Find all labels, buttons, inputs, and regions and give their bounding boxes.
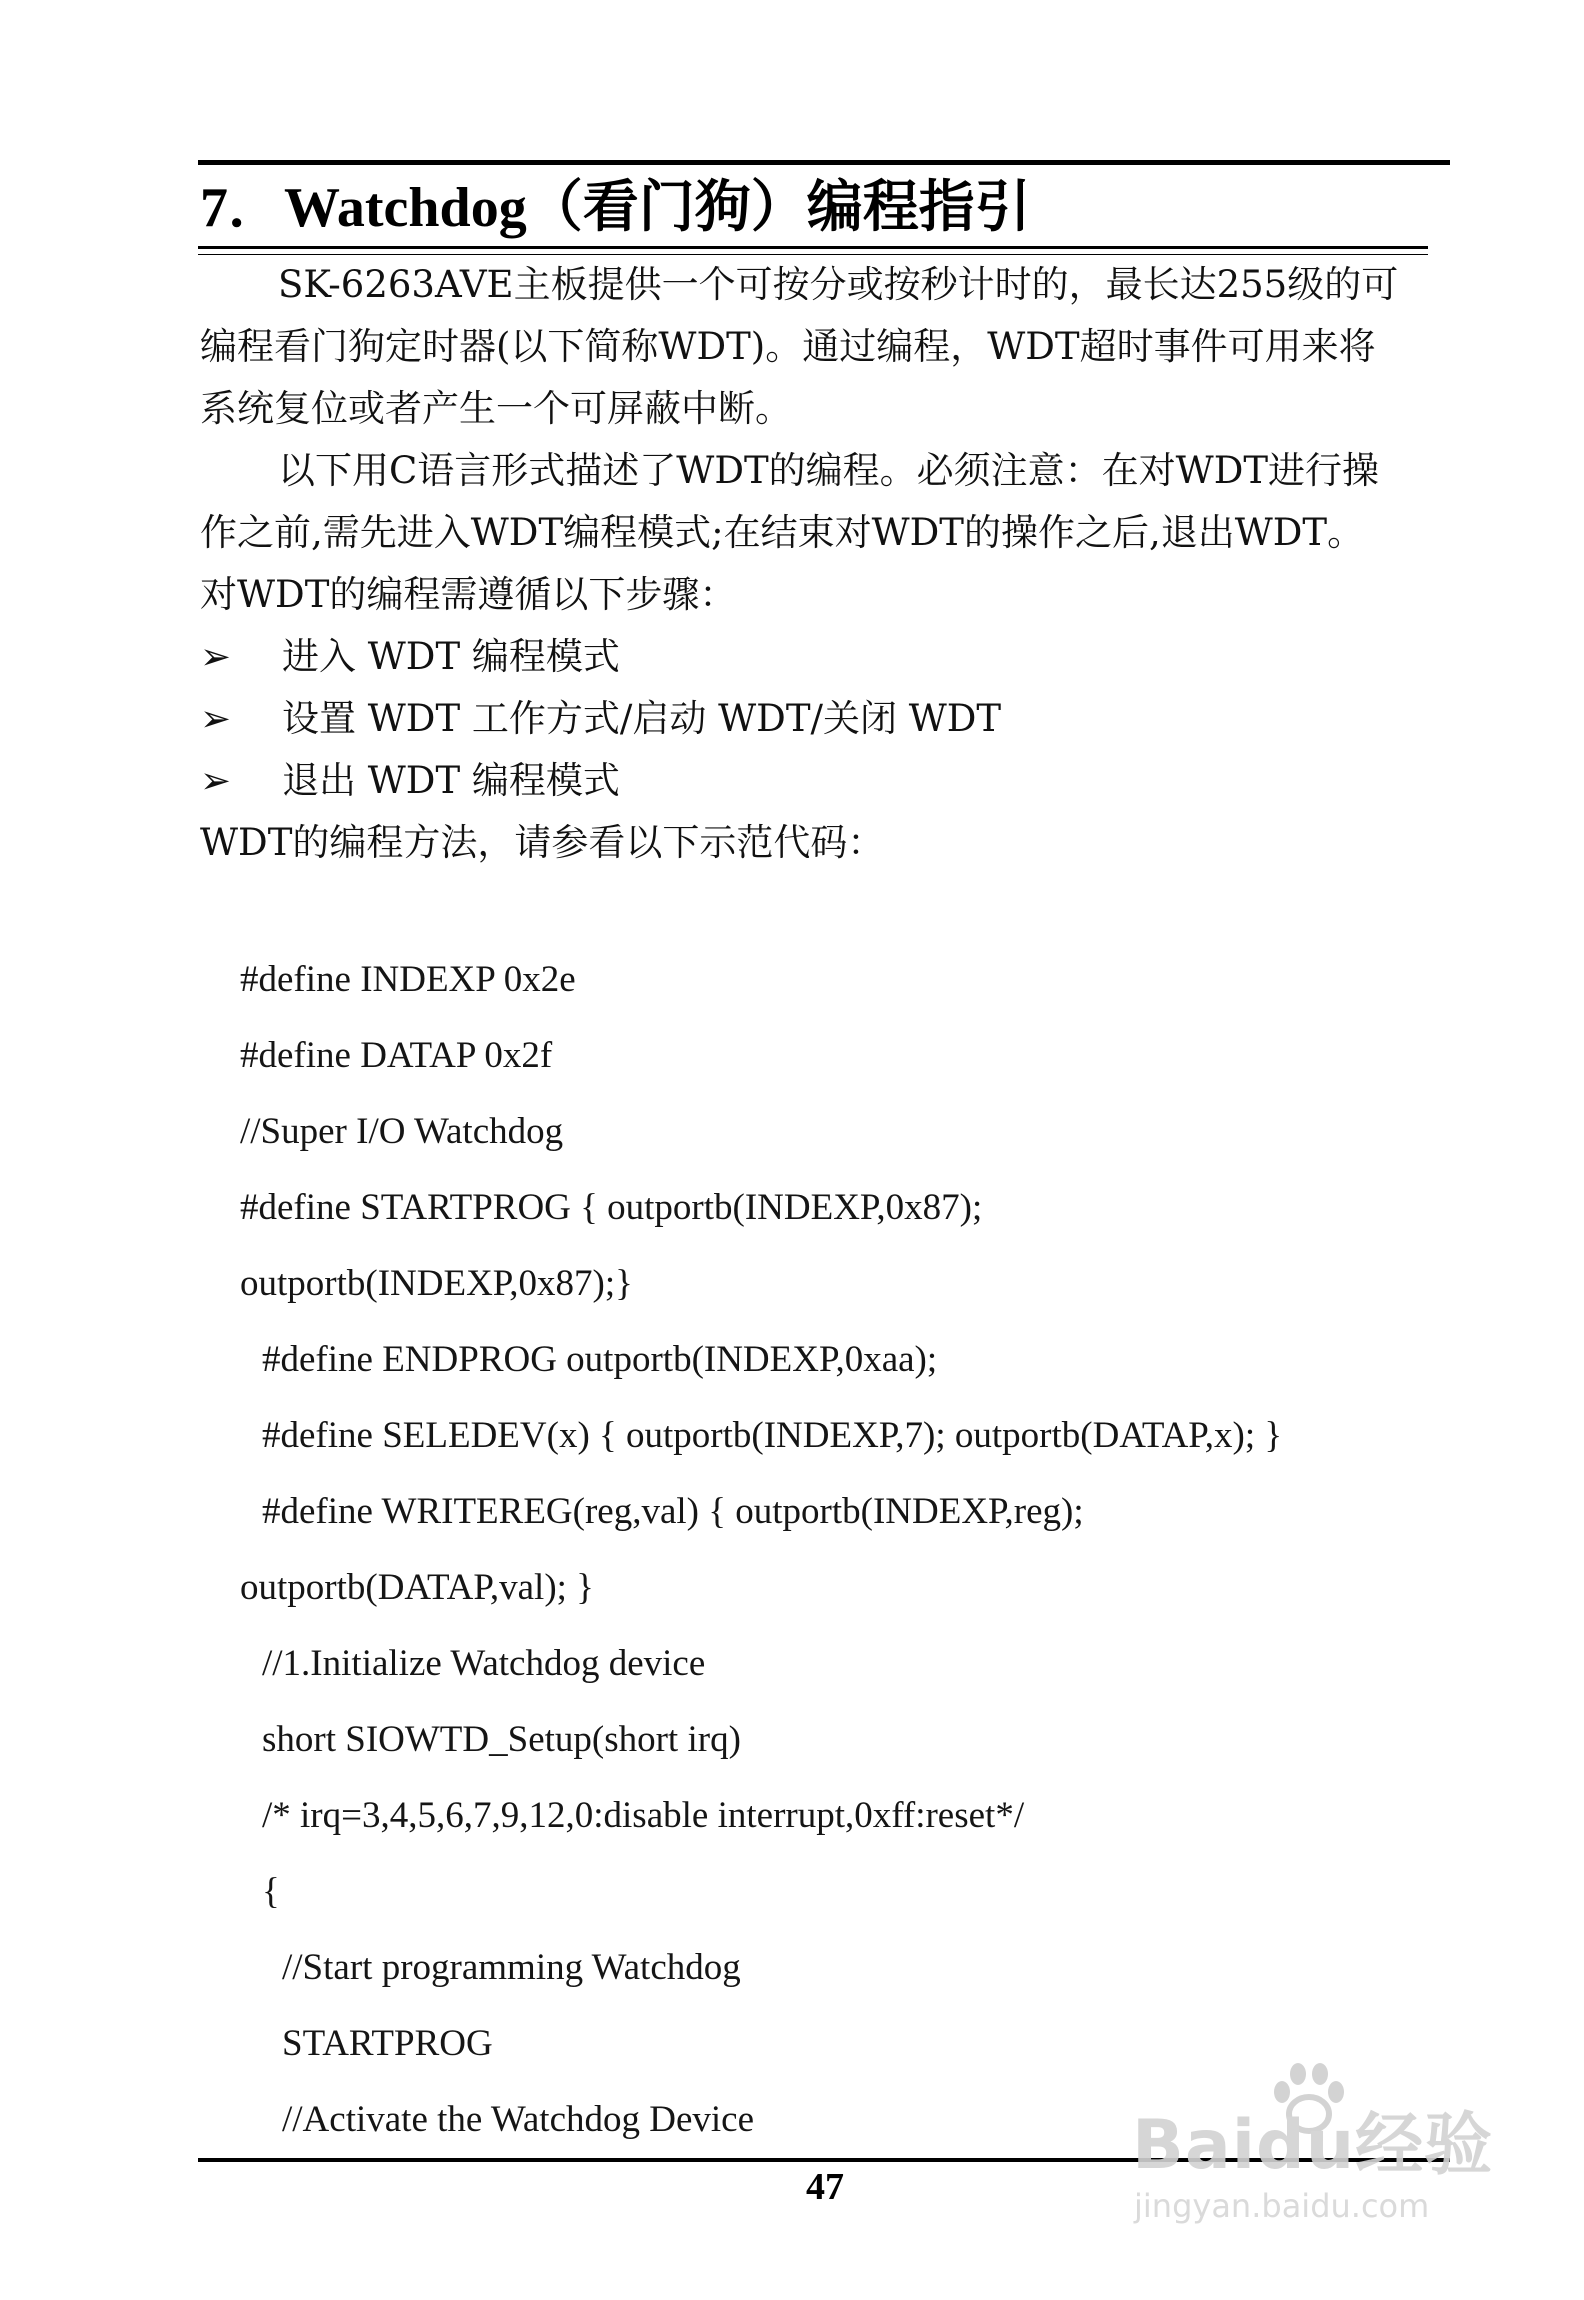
step-text: 设置 WDT 工作方式/启动 WDT/关闭 WDT	[282, 697, 1002, 740]
paragraph-line: 以下用C语言形式描述了WDT的编程。必须注意：在对WDT进行操	[278, 449, 1380, 492]
code-line: //Activate the Watchdog Device	[282, 2099, 755, 2140]
code-line: {	[262, 1871, 280, 1912]
code-line: //Super I/O Watchdog	[240, 1111, 564, 1152]
page-title: 7．Watchdog（看门狗）编程指引	[200, 177, 1031, 239]
step-text: 退出 WDT 编程模式	[282, 759, 620, 802]
step-text: 进入 WDT 编程模式	[282, 635, 620, 678]
arrow-bullet-icon: ➢	[200, 759, 232, 802]
paragraph-line: 系统复位或者产生一个可屏蔽中断。	[200, 387, 792, 430]
code-line: short SIOWTD_Setup(short irq)	[262, 1719, 741, 1760]
paragraph-line: SK-6263AVE主板提供一个可按分或按秒计时的，最长达255级的可	[278, 263, 1399, 306]
arrow-bullet-icon: ➢	[200, 635, 232, 678]
code-line: /* irq=3,4,5,6,7,9,12,0:disable interrupt,0xff:reset*/	[262, 1795, 1025, 1836]
code-line: //1.Initialize Watchdog device	[262, 1643, 706, 1684]
baidu-watermark	[1118, 2058, 1494, 2228]
code-line: #define WRITEREG(reg,val) { outportb(INDEXP,reg);	[262, 1491, 1084, 1532]
arrow-bullet-icon: ➢	[200, 697, 232, 740]
code-line: #define SELEDEV(x) { outportb(INDEXP,7); outportb(DATAP,x); }	[262, 1415, 1283, 1456]
watermark-brand: Baidu经验	[1132, 2106, 1494, 2185]
code-line: outportb(INDEXP,0x87);}	[240, 1263, 633, 1304]
paragraph-line: 编程看门狗定时器(以下简称WDT)。通过编程，WDT超时事件可用来将	[200, 325, 1376, 368]
code-line: #define INDEXP 0x2e	[240, 959, 576, 1000]
code-line: #define STARTPROG { outportb(INDEXP,0x87);	[240, 1187, 983, 1228]
watermark-url: jingyan.baidu.com	[1134, 2187, 1430, 2225]
code-intro: WDT的编程方法，请参看以下示范代码：	[200, 821, 885, 864]
page-number: 47	[806, 2166, 844, 2208]
paragraph-line: 作之前,需先进入WDT编程模式;在结束对WDT的操作之后,退出WDT。	[200, 511, 1365, 554]
top-rule	[198, 160, 1450, 165]
code-line: #define DATAP 0x2f	[240, 1035, 553, 1076]
code-line: //Start programming Watchdog	[282, 1947, 741, 1988]
paragraph-line: 对WDT的编程需遵循以下步骤：	[200, 573, 737, 616]
code-line: STARTPROG	[282, 2023, 493, 2064]
title-underline-thick	[198, 246, 1428, 249]
code-line: outportb(DATAP,val); }	[240, 1567, 594, 1608]
code-line: #define ENDPROG outportb(INDEXP,0xaa);	[262, 1339, 938, 1380]
